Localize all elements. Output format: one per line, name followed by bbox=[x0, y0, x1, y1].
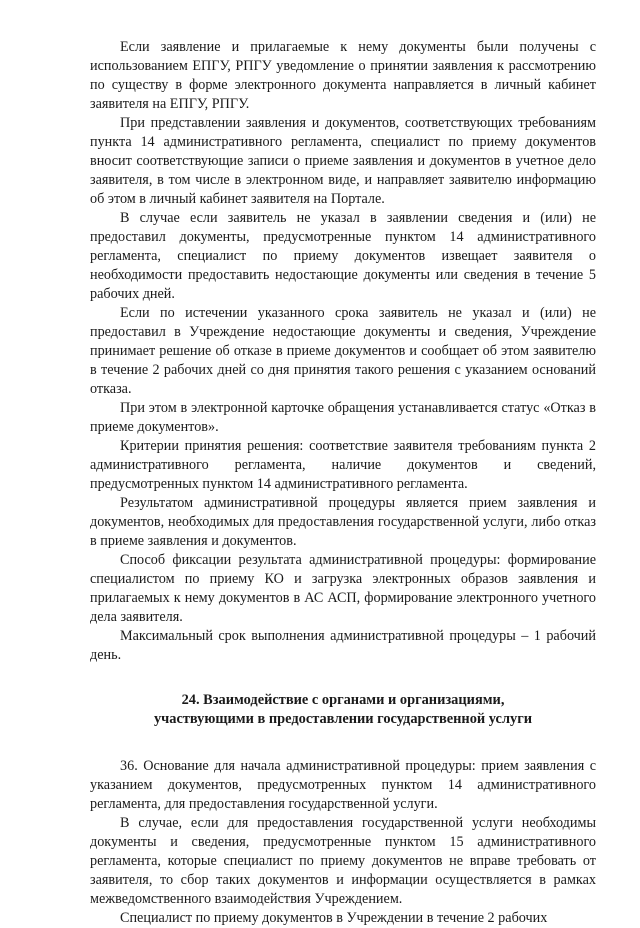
document-page bbox=[90, 38, 596, 928]
paragraph-decision-criteria: Критерии принятия решения: соответствие заявителя требованиям пункта 2 административного регламента, наличие документов и сведений, предусмотренных пунктом 14 административного регламента. bbox=[90, 438, 596, 492]
paragraph-specialist-term: Специалист по приему документов в Учреждении в течение 2 рабочих bbox=[120, 910, 548, 926]
paragraph-result-recording: Способ фиксации результата административной процедуры: формирование специалистом по приему КО и загрузка электронных образов заявления и прилагаемых к нему документов в АС АСП, формирование электронного учетного дела заявителя. bbox=[90, 552, 596, 625]
paragraph-procedure-basis: 36. Основание для начала административной процедуры: прием заявления с указанием документов, предусмотренных пунктом 14 административного регламента, для предоставления государственной услуги. bbox=[90, 758, 596, 812]
section-heading-line-1: 24. Взаимодействие с органами и организациями, bbox=[181, 692, 505, 708]
section-heading bbox=[90, 691, 596, 729]
paragraph-document-submission: При представлении заявления и документов, соответствующих требованиям пункта 14 административного регламента, специалист по приему документов вносит соответствующие записи о приеме заявления и документов в учетное дело заявителя, в том числе в электронном виде, и направляет заявителю информацию об этом в личный кабинет заявителя на Портале. bbox=[90, 115, 596, 207]
paragraph-maximum-term: Максимальный срок выполнения административной процедуры – 1 рабочий день. bbox=[90, 628, 596, 663]
paragraph-refusal-decision: Если по истечении указанного срока заявитель не указал и (или) не предоставил в Учреждение недостающие документы и сведения, Учреждение принимает решение об отказе в приеме документов и сообщает об этом заявителю в течение 2 рабочих дней со дня принятия такого решения с указанием оснований отказа. bbox=[90, 305, 596, 397]
section-heading-line-2: участвующими в предоставлении государственной услуги bbox=[153, 711, 533, 727]
paragraph-refusal-status: При этом в электронной карточке обращения устанавливается статус «Отказ в приеме документов». bbox=[90, 400, 596, 435]
paragraph-missing-information: В случае если заявитель не указал в заявлении сведения и (или) не предоставил документы, предусмотренные пунктом 14 административного регламента, специалист по приему документов извещает заявителя о необходимости предоставить недостающие документы или сведения в течение 5 рабочих дней. bbox=[90, 210, 596, 302]
paragraph-epgu-notification: Если заявление и прилагаемые к нему документы были получены с использованием ЕПГУ, РПГУ уведомление о принятии заявления к рассмотрению по существу в форме электронного документа направляется в личный кабинет заявителя на ЕПГУ, РПГУ. bbox=[90, 39, 596, 112]
paragraph-procedure-result: Результатом административной процедуры является прием заявления и документов, необходимых для предоставления государственной услуги, либо отказ в приеме заявления и документов. bbox=[90, 495, 596, 549]
paragraph-interagency-collection: В случае, если для предоставления государственной услуги необходимы документы и сведения, предусмотренные пунктом 15 административного регламента, которые специалист по приему документов не вправе требовать от заявителя, то сбор таких документов и информации осуществляется в рамках межведомственного взаимодействия Учреждением. bbox=[90, 815, 596, 907]
